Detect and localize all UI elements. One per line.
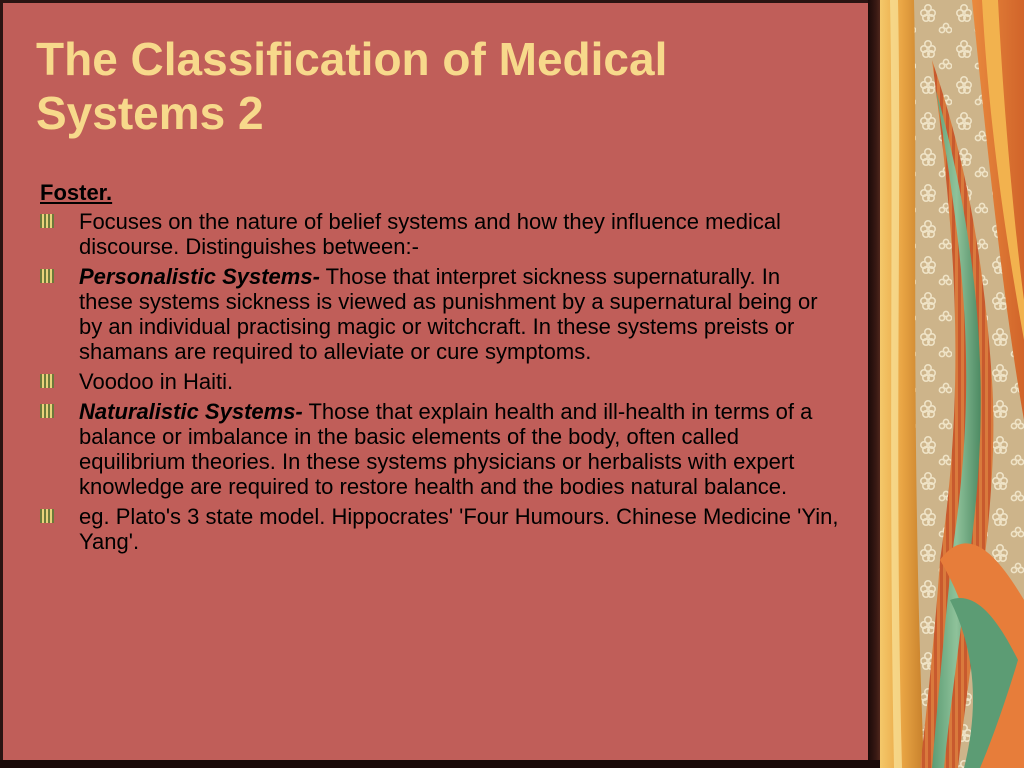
striped-square-bullet-icon bbox=[40, 404, 54, 418]
striped-square-bullet-icon bbox=[40, 374, 54, 388]
bullet-lead: Naturalistic Systems- bbox=[79, 399, 303, 424]
bullet-item bbox=[40, 504, 840, 554]
striped-square-bullet-icon bbox=[40, 509, 54, 523]
floral-ribbon-border bbox=[880, 0, 1024, 768]
slide-body bbox=[40, 180, 840, 559]
striped-square-bullet-icon bbox=[40, 214, 54, 228]
bullet-item bbox=[40, 369, 840, 394]
bullet-item bbox=[40, 209, 840, 259]
bullet-text: Those that explain health and ill-health in terms of a balance or imbalance in the basic elements of the body, often called equilibrium theories. In these systems physicians or herbalists with expert knowledge are required to restore health and the bodies natural balance. bbox=[79, 399, 813, 499]
slide-title: The Classification of Medical Systems 2 bbox=[36, 33, 668, 139]
bullet-text: eg. Plato's 3 state model. Hippocrates' 'Four Humours. Chinese Medicine 'Yin, Yang'. bbox=[79, 504, 839, 554]
striped-square-bullet-icon bbox=[40, 269, 54, 283]
bullet-text: Voodoo in Haiti. bbox=[79, 369, 234, 394]
bullet-text: Focuses on the nature of belief systems and how they influence medical discourse. Distinguishes between:- bbox=[79, 209, 781, 259]
bullet-item bbox=[40, 264, 840, 364]
bullet-item bbox=[40, 399, 840, 499]
bullet-text: Those that interpret sickness supernaturally. In these systems sickness is viewed as punishment by a supernatural being or by an individual practising magic or witchcraft. In these systems preists or shamans are required to alleviate or cure symptoms. bbox=[79, 264, 818, 364]
bullet-list bbox=[40, 209, 840, 554]
panel-bottom-edge bbox=[0, 760, 882, 768]
section-heading: Foster. bbox=[40, 180, 113, 205]
bullet-lead: Personalistic Systems- bbox=[79, 264, 320, 289]
